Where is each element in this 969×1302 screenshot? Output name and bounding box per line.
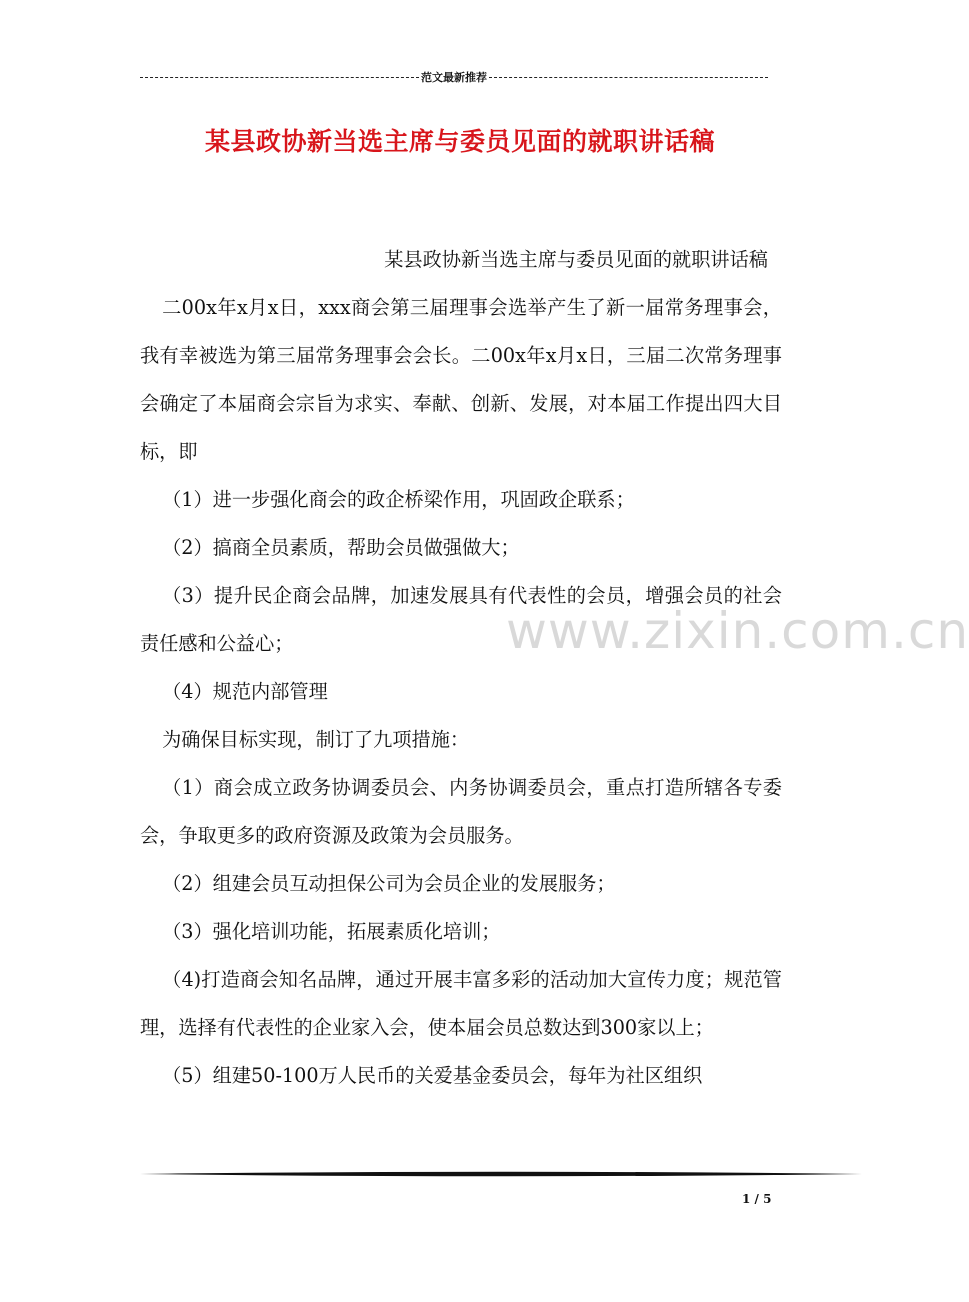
paragraph: （5）组建50-100万人民币的关爱基金委员会，每年为社区组织 — [162, 1064, 703, 1087]
paragraph: （1）商会成立政务协调委员会、内务协调委员会，重点打造所辖各专委会，争取更多的政府资源及政策为会员服务。 — [140, 776, 782, 847]
watermark: www.zixin.com.cn — [506, 602, 969, 660]
paragraph: （4)打造商会知名品牌，通过开展丰富多彩的活动加大宣传力度；规范管理，选择有代表性的企业家入会，使本届会员总数达到300家以上； — [140, 968, 782, 1039]
document-body — [140, 236, 782, 1100]
header-rule — [140, 70, 768, 84]
paragraph: 二00x年x月x日，xxx商会第三届理事会选举产生了新一届常务理事会，我有幸被选为第三届常务理事会会长。二00x年x月x日，三届二次常务理事会确定了本届商会宗旨为求实、奉献、创新、发展，对本届工作提出四大目标，即 — [140, 296, 782, 463]
paragraph: （3）提升民企商会品牌，加速发展具有代表性的会员，增强会员的社会责任感和公益心； — [140, 584, 782, 655]
paragraph: （1）进一步强化商会的政企桥梁作用，巩固政企联系； — [162, 488, 635, 511]
document-title: 某县政协新当选主席与委员见面的就职讲话稿 — [204, 127, 715, 156]
paragraph: （2）组建会员互动担保公司为会员企业的发展服务； — [162, 872, 616, 895]
header-label: 范文最新推荐 — [421, 71, 487, 84]
paragraph: （2）搞商全员素质，帮助会员做强做大； — [162, 536, 520, 559]
paragraph: （3）强化培训功能，拓展素质化培训； — [162, 920, 501, 943]
header-dash-left — [140, 77, 419, 78]
header-dash-right — [489, 77, 768, 78]
paragraph: 为确保目标实现，制订了九项措施： — [162, 728, 470, 751]
footer-rule — [140, 1168, 862, 1180]
subtitle-paragraph: 某县政协新当选主席与委员见面的就职讲话稿 — [384, 248, 768, 271]
page-number: 1 / 5 — [742, 1192, 772, 1206]
paragraph: （4）规范内部管理 — [162, 680, 328, 703]
